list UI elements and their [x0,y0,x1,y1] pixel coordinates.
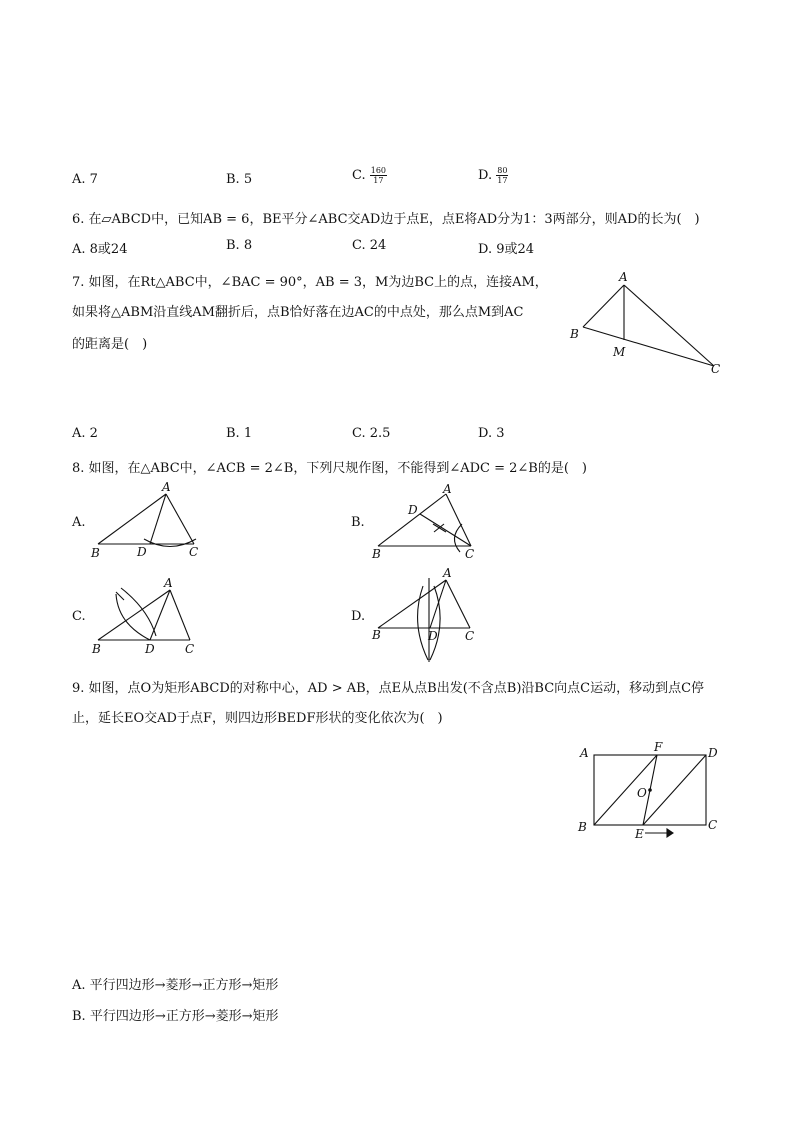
q8-option-c-label: C. [72,609,86,624]
q9-label-f: F [654,740,663,754]
q5-option-d-fraction [496,166,508,185]
q7-label-a: A [619,270,628,284]
q9-figure [575,738,725,842]
q7-segment-bc [583,327,714,366]
q8d-label-a: A [443,566,452,580]
q8-stem: 8. 如图，在△ABC中，∠ACB = 2∠B，下列尺规作图，不能得到∠ADC = 2∠B的是( ) [72,461,587,476]
q9-label-c: C [708,818,718,832]
q7-figure [560,270,730,382]
q8b-label-b: B [372,547,381,561]
q7-option-c: C. 2.5 [352,426,391,441]
q7-option-a: A. 2 [72,426,98,441]
q5-option-b: B. 5 [226,172,253,187]
q9-stem-line1: 9. 如图，点O为矩形ABCD的对称中心，AD > AB，点E从点B出发(不含点B)沿BC向点C运动，移动到点C停 [72,681,705,696]
q8-figure-a [88,482,208,562]
q5-option-a: A. 7 [72,172,98,187]
q8c-label-b: B [92,642,101,656]
q9-label-o: O [637,786,647,800]
q8c-label-d: D [145,642,155,656]
q8b-label-a: A [443,482,452,496]
q5-option-c-fraction [370,166,387,185]
q8-figure-b [368,480,488,564]
q9-option-b: B. 平行四边形→正方形→菱形→矩形 [72,1009,279,1024]
fraction-numerator: 160 [370,166,387,175]
q5-option-c-prefix: C. [352,168,370,183]
q8d-label-c: C [465,629,475,643]
q8b-label-d: D [408,503,418,517]
q7-segment-ac [624,285,714,366]
q9-center-point [648,788,652,792]
q8-option-a-label: A. [72,515,86,530]
q6-option-c: C. 24 [352,238,387,253]
q8b-label-c: C [465,547,475,561]
q8-figure-c [88,574,208,658]
q7-option-b: B. 1 [226,426,253,441]
q8a-label-d: D [137,545,147,559]
q5-option-c [352,166,387,185]
q9-label-e: E [635,827,644,841]
q9-segment-bf [594,755,657,825]
q8c-label-c: C [185,642,195,656]
q9-label-b: B [578,820,587,834]
q8-option-b-label: B. [351,515,365,530]
q8a-label-a: A [162,480,171,494]
q9-segment-ed [643,755,706,825]
q8d-label-b: B [372,628,381,642]
fraction-numerator: 80 [497,166,508,175]
q9-label-d: D [708,746,718,760]
q8a-label-c: C [189,545,199,559]
fraction-denominator: 17 [373,176,384,185]
q7-label-c: C [711,362,721,376]
q8-option-d-label: D. [351,609,366,624]
q8-figure-d [368,568,488,668]
q6-option-d: D. 9或24 [478,242,535,257]
q9-label-a: A [580,746,589,760]
q5-option-d [478,166,508,185]
q8c-label-a: A [164,576,173,590]
q6-option-b: B. 8 [226,238,253,253]
q7-stem-line3: 的距离是( ) [72,337,148,352]
q9-option-a: A. 平行四边形→菱形→正方形→矩形 [72,978,279,993]
q8a-label-b: B [91,546,100,560]
q7-segment-ab [583,285,624,327]
q6-stem: 6. 在▱ABCD中，已知AB = 6，BE平分∠ABC交AD边于点E，点E将AD分为1：3两部分，则AD的长为( ) [72,212,700,227]
q7-stem-line2: 如果将△ABM沿直线AM翻折后，点B恰好落在边AC的中点处，那么点M到AC [72,305,524,320]
q5-option-d-prefix: D. [478,168,497,183]
q7-option-d: D. 3 [478,426,505,441]
fraction-denominator: 17 [497,176,508,185]
q7-label-b: B [570,327,579,341]
q7-stem-line1: 7. 如图，在Rt△ABC中，∠BAC = 90°，AB = 3，M为边BC上的点，连接AM， [72,275,548,290]
q6-option-a: A. 8或24 [72,242,128,257]
q7-label-m: M [613,345,626,359]
q9-stem-line2: 止，延长EO交AD于点F，则四边形BEDF形状的变化依次为( ) [72,711,443,726]
q8d-label-d: D [428,629,438,643]
